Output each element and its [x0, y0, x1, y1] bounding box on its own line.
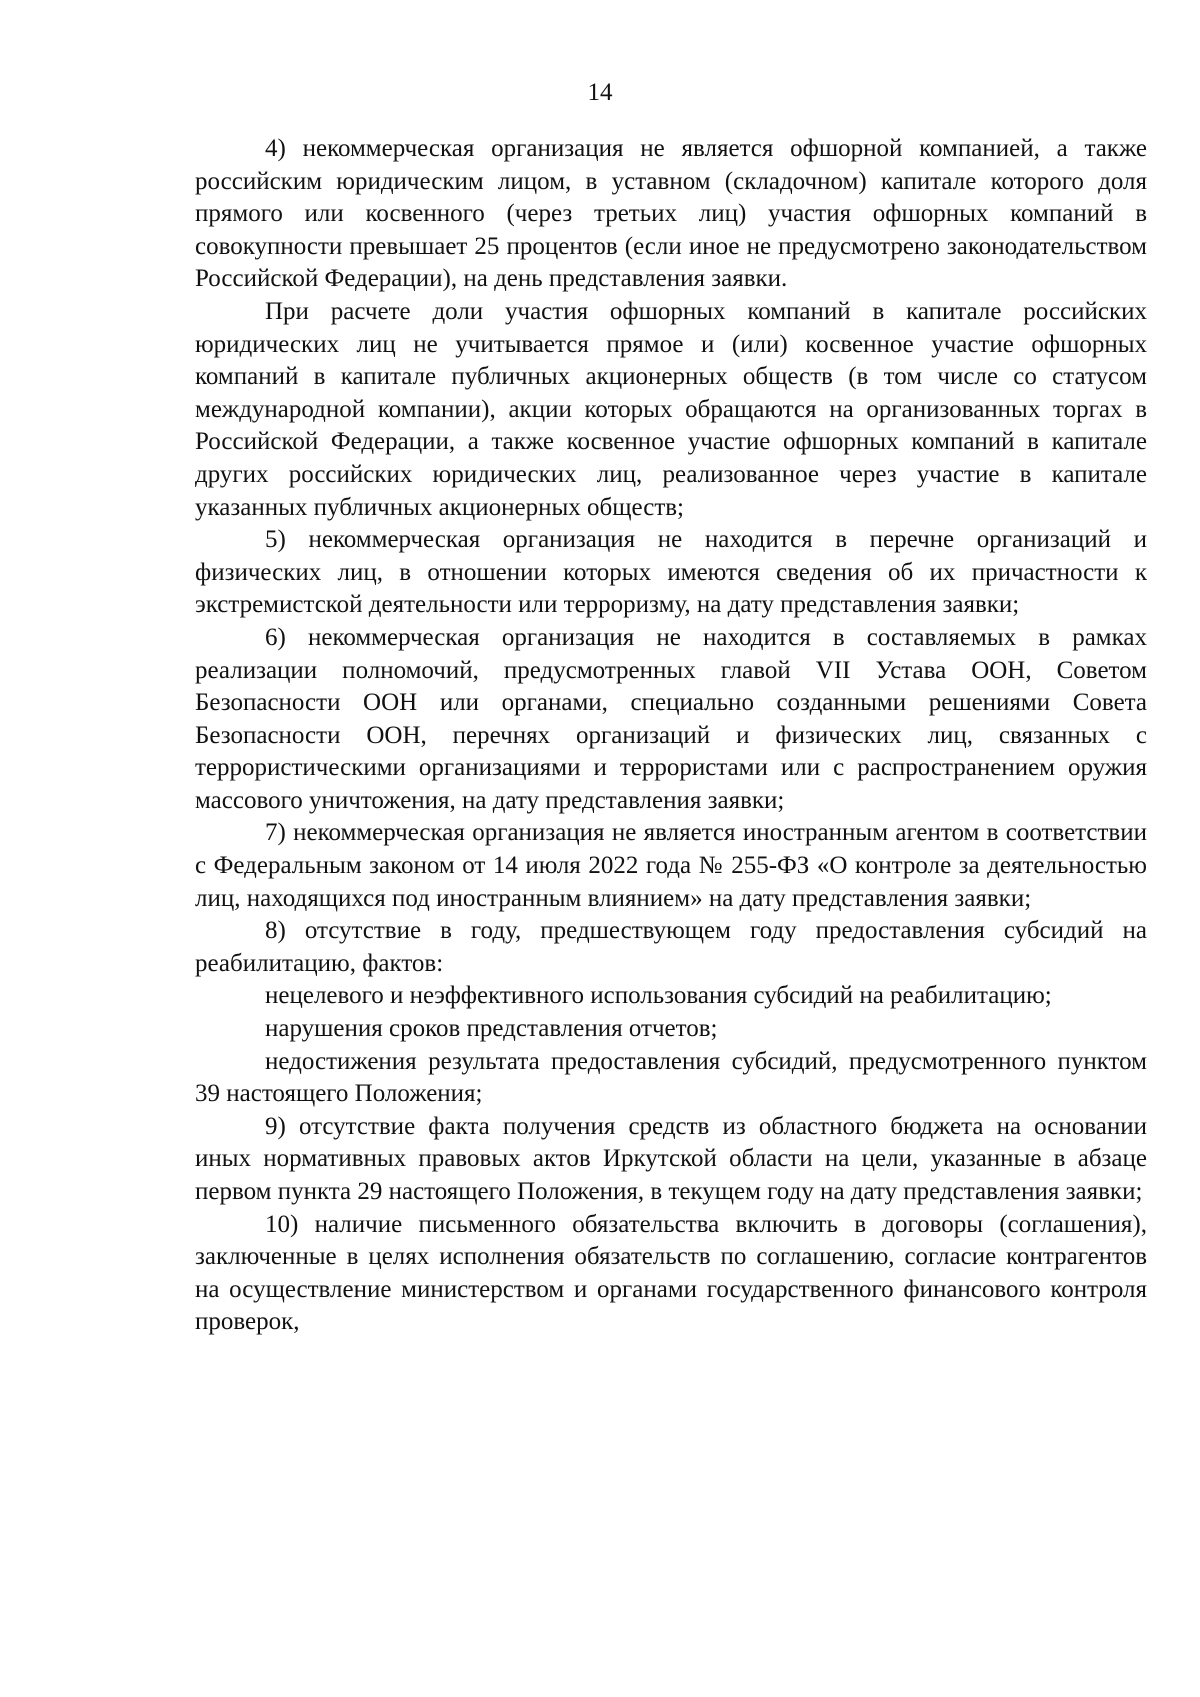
paragraph-item-7: 7) некоммерческая организация не является иностранным агентом в соответствии с Федеральным законом от 14 июля 2022 года № 255-ФЗ «О контроле за деятельностью лиц, находящихся под иностранным влиянием» на дату представления заявки; [195, 819, 1147, 912]
paragraph-item-8-result: недостижения результата предоставления субсидий, предусмотренного пунктом 39 настоящего Положения; [195, 1047, 1147, 1108]
paragraph-item-5: 5) некоммерческая организация не находится в перечне организаций и физических лиц, в отношении которых имеются сведения об их причастности к экстремистской деятельности или терроризму, на дату представления заявки; [195, 526, 1147, 619]
page-number: 14 [587, 79, 613, 106]
paragraph-item-9: 9) отсутствие факта получения средств из областного бюджета на основании иных нормативных правовых актов Иркутской области на цели, указанные в абзаце первом пункта 29 настоящего Положения, в текущем году на дату представления заявки; [195, 1112, 1147, 1205]
paragraph-item-6: 6) некоммерческая организация не находится в составляемых в рамках реализации полномочий, предусмотренных главой VII Устава ООН, Советом Безопасности ООН или органами, специально созданными решениями Совета Безопасности ООН, перечнях организаций и физических лиц, связанных с террористическими организациями и террористами или с распространением оружия массового уничтожения, на дату представления заявки; [195, 623, 1147, 814]
paragraph-item-8-deadlines: нарушения сроков представления отчетов; [265, 1015, 718, 1043]
paragraph-item-10: 10) наличие письменного обязательства включить в договоры (соглашения), заключенные в целях исполнения обязательств по соглашению, согласие контрагентов на осуществление министерством и органами государственного финансового контроля проверок, [195, 1210, 1147, 1336]
paragraph-offshore-share-calculation: При расчете доли участия офшорных компаний в капитале российских юридических лиц не учитывается прямое и (или) косвенное участие офшорных компаний в капитале публичных акционерных обществ (в том числе со статусом международной компании), акции которых обращаются на организованных торгах в Российской Федерации, а также косвенное участие офшорных компаний в капитале других российских юридических лиц, реализованное через участие в капитале указанных публичных акционерных обществ; [195, 297, 1147, 521]
paragraph-item-8: 8) отсутствие в году, предшествующем году предоставления субсидий на реабилитацию, фактов: [195, 917, 1147, 977]
document-body [195, 133, 1147, 1339]
paragraph-item-4: 4) некоммерческая организация не является офшорной компанией, а также российским юридическим лицом, в уставном (складочном) капитале которого доля прямого или косвенного (через третьих лиц) участия офшорных компаний в совокупности превышает 25 процентов (если иное не предусмотрено законодательством Российской Федерации), на день представления заявки. [195, 135, 1147, 293]
paragraph-item-8-misuse: нецелевого и неэффективного использования субсидий на реабилитацию; [265, 982, 1052, 1010]
